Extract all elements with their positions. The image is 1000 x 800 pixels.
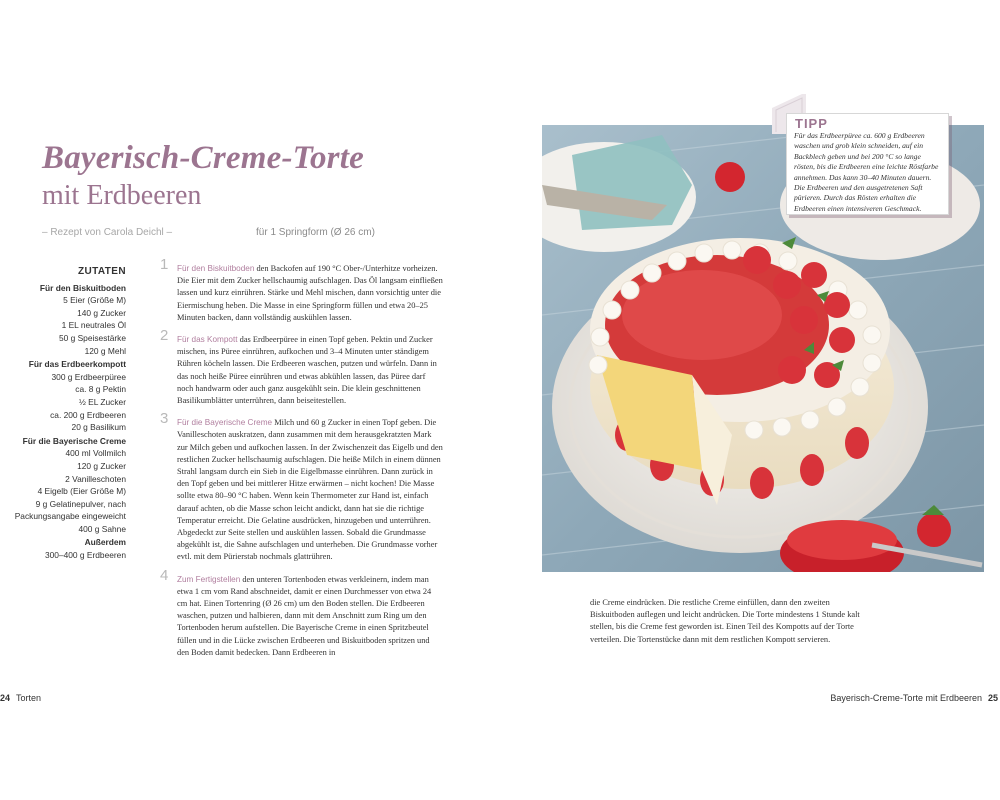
- recipe-yield: für 1 Springform (Ø 26 cm): [256, 227, 375, 238]
- ingredient-item: ca. 8 g Pektin: [75, 384, 126, 395]
- ingredient-item: 4 Eigelb (Eier Größe M): [37, 486, 126, 497]
- page-number-left: 24: [0, 693, 11, 703]
- recipe-author: – Rezept von Carola Deichl –: [42, 227, 173, 238]
- ingredient-item: 2 Vanilleschoten: [65, 473, 126, 484]
- step-lead: Für den Biskuitboden: [177, 264, 255, 273]
- ingredient-item: 50 g Speisestärke: [58, 332, 126, 343]
- ingredient-item: 400 g Sahne: [78, 523, 126, 534]
- section-name: Torten: [16, 693, 42, 703]
- running-title: Bayerisch-Creme-Torte mit Erdbeeren: [830, 693, 982, 703]
- footer-right: [830, 693, 998, 703]
- footer-left: [0, 693, 41, 703]
- ingredient-item: Packungsangabe eingeweicht: [14, 511, 126, 522]
- ingredient-item: 400 ml Vollmilch: [65, 448, 126, 459]
- step-text: den unteren Tortenboden etwas verkleinern, indem man etwa 1 cm vom Rand abschneidet, damit er einen Durchmesser von etwa 24 cm hat. Einen Tortenring (Ø 26 cm) um den Boden stellen. Die Erdbeeren waschen, putzen und halbieren, dann mit dem Anschnitt zum Ring um den Tortenboden herum aufstellen. Die Bayerische Creme in einen Spritzbeutel füllen und in die Lücke zwischen Erdbeeren und Biskuitboden spritzen und den Boden damit bedecken. Dann Erdbeeren in: [177, 574, 432, 657]
- page-number-right: 25: [987, 693, 998, 703]
- ingredient-item: 9 g Gelatinepulver, nach: [35, 498, 126, 509]
- step-number: 3: [160, 410, 169, 428]
- tip-text: Für das Erdbeerpüree ca. 600 g Erdbeeren waschen und grob klein schneiden, auf ein Backblech geben und bei 200 °C so lange rösten, bis die Erdbeeren eine leichte Röstfarbe annehmen. Das kann 30–40 Minuten dauern. Die Erdbeeren und den ausgetretenen Saft pürieren. Durch das Rösten erhalten die Erdbeeren einen intensiveren Geschmack.: [794, 131, 939, 213]
- step-lead: Zum Fertigstellen: [177, 574, 241, 584]
- recipe-title: Bayerisch-Creme-Torte: [42, 140, 364, 176]
- ingredient-item: 300–400 g Erdbeeren: [44, 550, 126, 561]
- ingredient-item: 140 g Zucker: [77, 307, 126, 318]
- ingredient-item: 120 g Zucker: [77, 460, 126, 471]
- ingredient-item: ca. 200 g Erdbeeren: [50, 409, 126, 420]
- preparation-steps: [160, 256, 443, 669]
- ingredient-item: 120 g Mehl: [84, 345, 126, 356]
- step-3: [160, 410, 443, 563]
- step-text: Milch und 60 g Zucker in einen Topf geben. Die Vanilleschoten auskratzen, dann zusammen mit dem herausgekratzten Mark zur Milch geben und aufkochen lassen. In der Zwischenzeit das Eigelb und den restlichen Zucker hellschaumig aufschlagen. Die heiße Milch in einem dünnen Strahl langsam durch ein Sieb in die Eigelbmasse einrühren. Dann zurück in den Topf geben und bei mittlerer Hitze erwärmen – nicht kochen! Die Masse sollte etwa 80–90 °C haben. Wenn kein Thermometer zur Hand ist, einfach darauf achten, ob die Masse schon leicht andickt, dann hat sie die richtige Temperatur erreicht. Die Gelatine ausdrücken, hinzugeben und unterrühren. Abgedeckt zur Seite stellen und auskühlen lassen. Sobald die Grundmasse abgekühlt ist, die Sahne aufschlagen und unterheben. Die Grundmasse vorher evtl. mit dem Pürierstab nochmals glattrühren.: [177, 418, 443, 562]
- step-lead: Für die Bayerische Creme: [177, 418, 273, 428]
- ingredient-item: 5 Eier (Größe M): [63, 295, 126, 306]
- step-number: 1: [160, 256, 169, 273]
- tip-box: [786, 113, 949, 215]
- ingredient-item: 20 g Basilikum: [71, 422, 126, 433]
- ingredient-group-title: Für das Erdbeerkompott: [28, 359, 126, 370]
- ingredient-group-title: Für die Bayerische Creme: [22, 435, 126, 446]
- step-2: [160, 327, 443, 407]
- tip-title: TIPP: [795, 116, 828, 131]
- step-4-continuation: die Creme eindrücken. Die restliche Creme einfüllen, dann den zweiten Biskuitboden auflegen und leicht andrücken. Die Torte mindestens 1 Stunde kalt stellen, bis die Creme fest geworden ist. Einen Teil des Kompotts auf der Torte verteilen. Die Tortenstücke dann mit dem restlichen Kompott servieren.: [590, 598, 860, 644]
- step-text: das Erdbeerpüree in einen Topf geben. Pektin und Zucker mischen, ins Püree einrühren, aufkochen und 3–4 Minuten unter ständigem Rühren köcheln lassen. Die Erdbeeren waschen, putzen und würfeln. Dann in das noch heiße Püree einrühren und etwas abkühlen lassen, das Püree darf noch handwarm oder auch ganz ausgekühlt sein. Die klein geschnittenen Basilikumblätter unterrühren, dann beiseitestellen.: [177, 335, 437, 406]
- step-number: 2: [160, 327, 169, 345]
- step-lead: Für das Kompott: [177, 335, 238, 345]
- ingredient-group-title: Für den Biskuitboden: [39, 282, 126, 293]
- step-number: 4: [160, 566, 169, 584]
- ingredient-item: ½ EL Zucker: [78, 396, 126, 407]
- ingredients-heading: ZUTATEN: [78, 266, 126, 277]
- ingredient-item: 300 g Erdbeerpüree: [51, 371, 126, 382]
- recipe-subtitle: mit Erdbeeren: [42, 180, 202, 211]
- ingredient-item: 1 EL neutrales Öl: [61, 320, 126, 331]
- step-4: [160, 566, 443, 659]
- step-text: den Backofen auf 190 °C Ober-/Unterhitze vorheizen. Die Eier mit dem Zucker hellschaumig aufschlagen. Das Öl langsam einfließen lassen und kurz einrühren. Stärke und Mehl mischen, dann vorsichtig unter die Eiermischung heben. Die Masse in eine Springform füllen und etwa 20–25 Minuten backen, dann vollständig auskühlen lassen.: [177, 264, 443, 322]
- step-1: [160, 256, 443, 324]
- ingredient-group-title: Außerdem: [84, 537, 126, 548]
- ingredients-list: [6, 266, 126, 562]
